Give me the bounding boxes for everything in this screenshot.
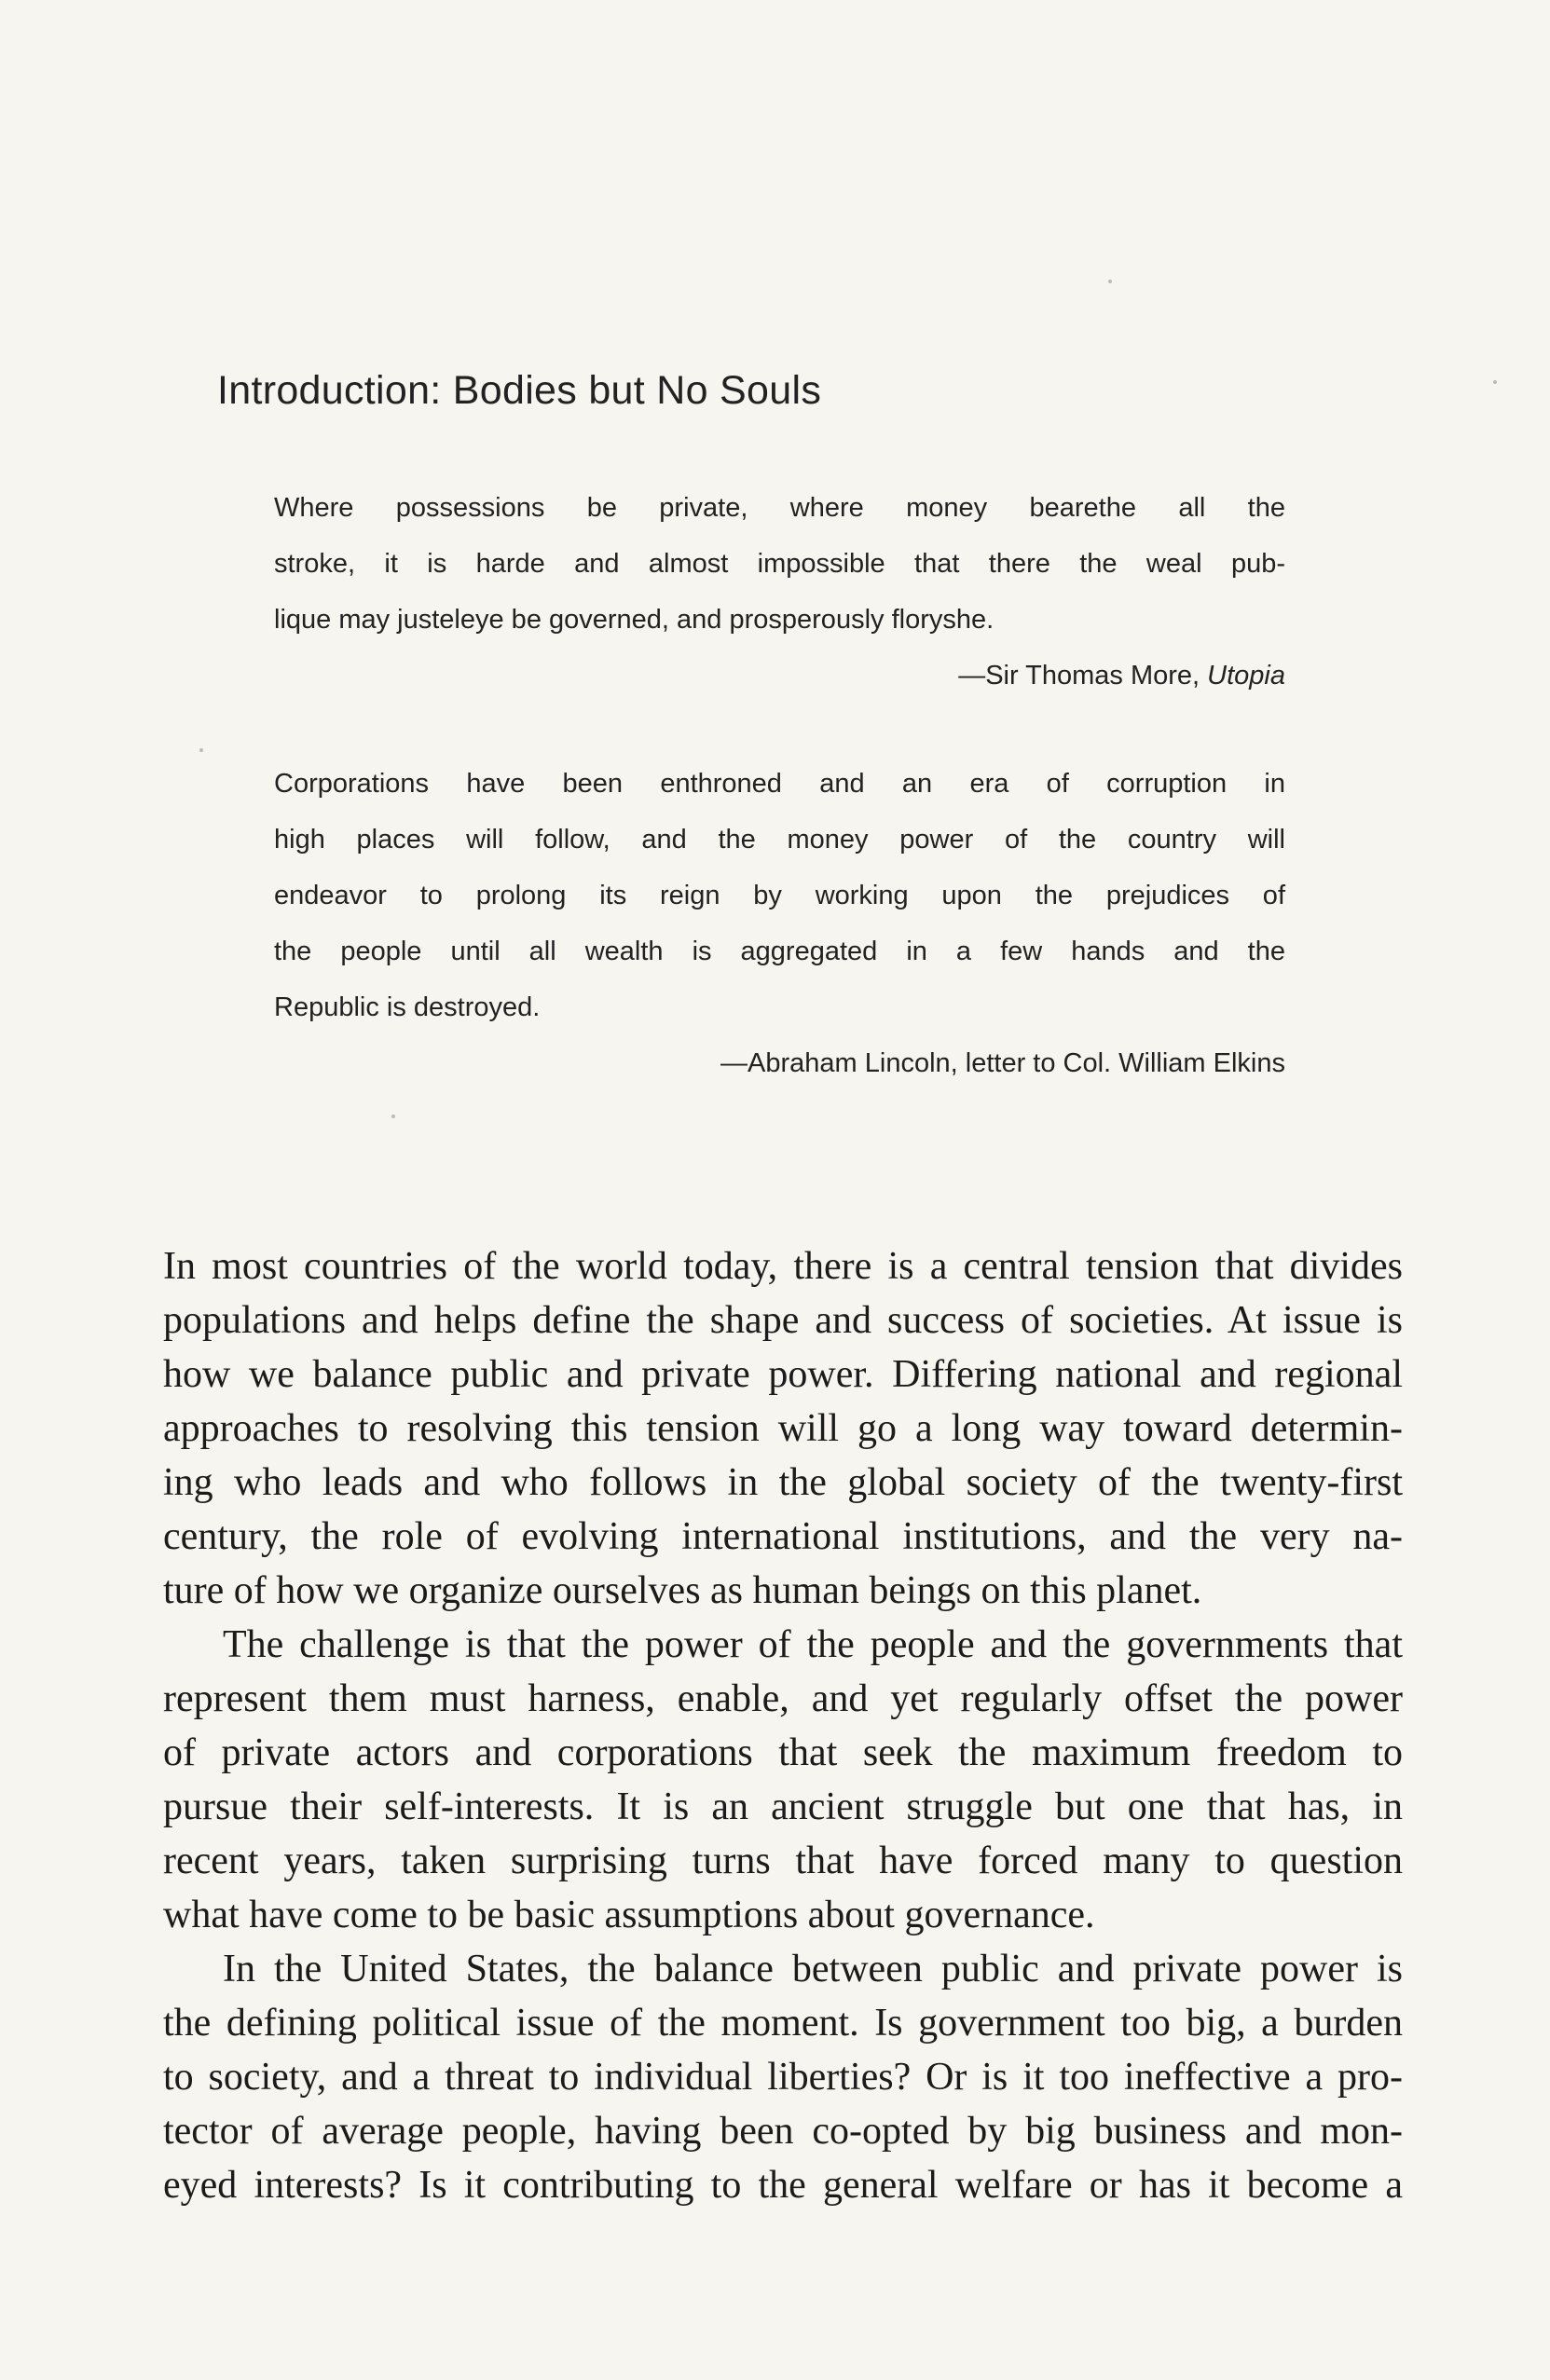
chapter-title: Introduction: Bodies but No Souls (217, 368, 822, 413)
body-line: The challenge is that the power of the people and the governments that (223, 1623, 1403, 1666)
paper-speck (1108, 280, 1112, 283)
body-line: of private actors and corporations that seek the maximum freedom to (163, 1731, 1403, 1774)
paragraph (163, 1942, 1403, 2212)
body-line: recent years, taken surprising turns that have forced many to question (163, 1840, 1403, 1882)
attribution-author: —Abraham Lincoln, letter to Col. William Elkins (720, 1048, 1285, 1078)
body-line: the defining political issue of the moment. Is government too big, a burden (163, 2002, 1403, 2045)
body-line: ture of how we organize ourselves as human beings on this planet. (163, 1569, 1202, 1612)
body-line: century, the role of evolving international institutions, and the very na- (163, 1515, 1403, 1558)
epigraph-line: stroke, it is harde and almost impossible that there the weal pub- (274, 549, 1285, 579)
attribution-work: Utopia (1207, 661, 1285, 691)
body-line: to society, and a threat to individual liberties? Or is it too ineffective a pro- (163, 2056, 1403, 2099)
body-line: pursue their self-interests. It is an ancient struggle but one that has, in (163, 1785, 1403, 1828)
body-line: how we balance public and private power. Differing national and regional (163, 1353, 1403, 1396)
epigraph-more (274, 480, 1285, 704)
body-line: represent them must harness, enable, and yet regularly offset the power (163, 1677, 1403, 1720)
attribution-author: —Sir Thomas More, (958, 661, 1208, 691)
epigraph-line: lique may justeleye be governed, and prosperously floryshe. (274, 605, 994, 635)
body-line: approaches to resolving this tension will go a long way toward determin- (163, 1407, 1403, 1450)
paper-speck (199, 748, 203, 752)
epigraph-line: high places will follow, and the money power of the country will (274, 825, 1285, 855)
body-text (163, 1239, 1403, 2212)
paragraph (163, 1239, 1403, 1618)
epigraph-line: Republic is destroyed. (274, 992, 541, 1022)
epigraph-attribution (274, 1035, 1285, 1091)
body-line: populations and helps define the shape and success of societies. At issue is (163, 1299, 1403, 1342)
paper-speck (391, 1115, 395, 1118)
epigraph-line: Where possessions be private, where money bearethe all the (274, 493, 1285, 523)
body-line: In most countries of the world today, there is a central tension that divides (163, 1245, 1403, 1288)
body-line: what have come to be basic assumptions about governance. (163, 1894, 1095, 1936)
body-line: eyed interests? Is it contributing to the general welfare or has it become a (163, 2164, 1403, 2207)
epigraph-line: endeavor to prolong its reign by working upon the prejudices of (274, 881, 1285, 910)
body-line: In the United States, the balance between public and private power is (223, 1948, 1403, 1990)
paper-speck (1493, 380, 1497, 384)
epigraph-line: Corporations have been enthroned and an era of corruption in (274, 769, 1285, 799)
body-line: tector of average people, having been co-opted by big business and mon- (163, 2110, 1403, 2153)
epigraph-lincoln (274, 756, 1285, 1091)
body-line: ing who leads and who follows in the global society of the twenty-first (163, 1461, 1403, 1504)
epigraph-line: the people until all wealth is aggregated in a few hands and the (274, 937, 1285, 966)
epigraph-attribution (274, 648, 1285, 704)
paragraph (163, 1618, 1403, 1942)
